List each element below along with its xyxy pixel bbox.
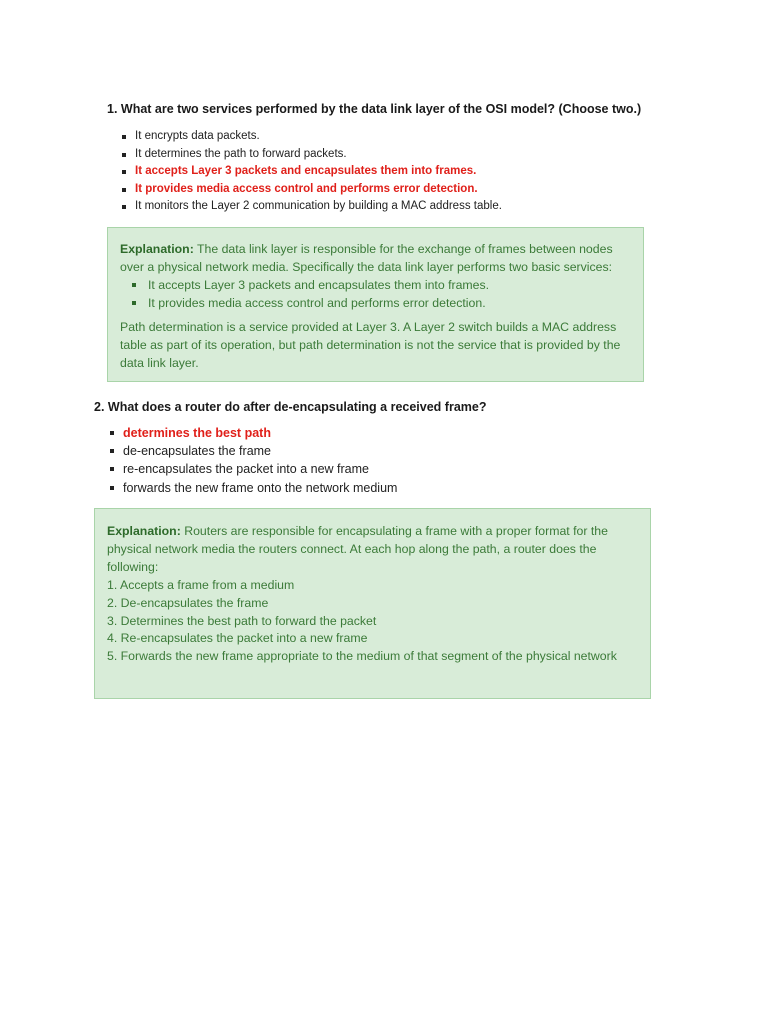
- explanation-step: 1. Accepts a frame from a medium: [107, 577, 295, 592]
- bullet-icon: [122, 188, 126, 192]
- question-2-options: [123, 424, 397, 497]
- option-text: re-encapsulates the packet into a new frame: [123, 462, 369, 477]
- explanation-bullet-text: It accepts Layer 3 packets and encapsulates them into frames.: [148, 278, 490, 292]
- explanation-intro: [107, 523, 638, 577]
- explanation-label: Explanation:: [120, 242, 194, 256]
- bullet-icon: [110, 431, 114, 435]
- option-text: forwards the new frame onto the network medium: [123, 480, 398, 495]
- question-1-explanation-box: [107, 227, 644, 382]
- bullet-icon: [122, 205, 126, 209]
- question-2-explanation-box: [94, 508, 651, 699]
- explanation-step: 4. Re-encapsulates the packet into a new frame: [107, 631, 368, 646]
- bullet-icon: [110, 449, 114, 453]
- explanation-step: 3. Determines the best path to forward the packet: [107, 613, 377, 628]
- bullet-icon: [110, 486, 114, 490]
- option-list-item: [123, 460, 397, 478]
- explanation-text: Routers are responsible for encapsulating a frame with a proper format for the physical network media the routers connect. At each hop along the path, a router does the following:: [107, 524, 608, 574]
- option-list-item: [123, 479, 397, 497]
- explanation-intro: [120, 240, 631, 276]
- explanation-bullet-item: [148, 294, 631, 312]
- option-text: It provides media access control and performs error detection.: [135, 182, 478, 195]
- option-list-item: [135, 198, 502, 216]
- explanation-paragraph: Path determination is a service provided at Layer 3. A Layer 2 switch builds a MAC address table as part of its operation, but path determination is not the service that is provided by the data link layer.: [120, 320, 621, 370]
- correct-option-list-item: [135, 163, 502, 181]
- bullet-icon: [132, 301, 136, 305]
- explanation-step: 2. De-encapsulates the frame: [107, 595, 269, 610]
- option-text: It monitors the Layer 2 communication by building a MAC address table.: [135, 200, 502, 213]
- bullet-icon: [122, 170, 126, 174]
- explanation-bullet-list: [120, 276, 631, 312]
- option-text: de-encapsulates the frame: [123, 444, 272, 459]
- question-2-title: 2. What does a router do after de-encapsulating a received frame?: [94, 400, 487, 414]
- option-text: It encrypts data packets.: [135, 130, 260, 142]
- correct-option-list-item: [123, 424, 397, 442]
- correct-option-list-item: [135, 181, 502, 199]
- question-1-options: [135, 128, 502, 216]
- explanation-text: The data link layer is responsible for the exchange of frames between nodes over a physical network media. Specifically the data link layer performs two basic services:: [120, 242, 613, 274]
- explanation-step: 5. Forwards the new frame appropriate to the medium of that segment of the physical network: [107, 649, 617, 664]
- option-list-item: [135, 128, 502, 146]
- explanation-bullet-item: [148, 276, 631, 294]
- option-text: It accepts Layer 3 packets and encapsulates them into frames.: [135, 165, 477, 178]
- explanation-bullet-text: It provides media access control and performs error detection.: [148, 296, 486, 310]
- bullet-icon: [122, 153, 126, 157]
- bullet-icon: [122, 135, 126, 139]
- bullet-icon: [132, 283, 136, 287]
- question-1-title: 1. What are two services performed by the data link layer of the OSI model? (Choose two.): [107, 102, 642, 116]
- option-text: determines the best path: [123, 426, 271, 440]
- bullet-icon: [110, 467, 114, 471]
- option-list-item: [123, 442, 397, 460]
- option-text: It determines the path to forward packets.: [135, 147, 347, 160]
- explanation-label: Explanation:: [107, 524, 181, 538]
- option-list-item: [135, 146, 502, 164]
